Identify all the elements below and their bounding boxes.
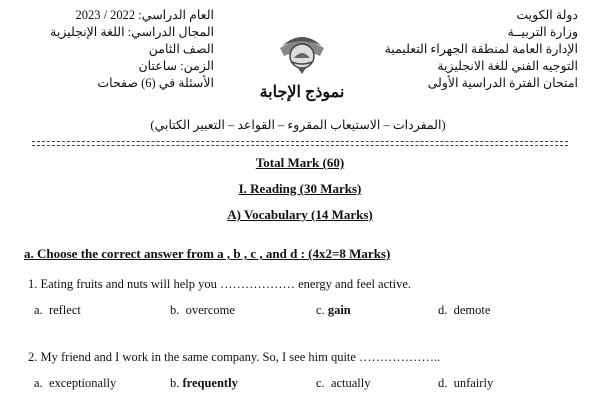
district-name: الإدارة العامة لمنطقة الجهراء التعليمية xyxy=(384,42,578,56)
question-1-text: 1. Eating fruits and nuts will help you ……………… energy and feel active. xyxy=(28,277,412,291)
option-d: d. demote xyxy=(438,303,491,317)
page-count: الأسئلة في (6) صفحات xyxy=(97,76,214,90)
option-a: a. reflect xyxy=(34,303,81,317)
header-divider-2 xyxy=(32,145,568,146)
header-divider xyxy=(32,141,568,142)
ministry-name: وزارة التربيــة xyxy=(507,25,578,39)
option-a: a. exceptionally xyxy=(34,376,117,390)
department-name: التوجيه الفني للغة الانجليزية xyxy=(437,59,578,73)
instruction-heading: a. Choose the correct answer from a , b , c , and d : (4x2=8 Marks) xyxy=(24,246,391,261)
total-mark-heading: Total Mark (60) xyxy=(255,155,345,170)
option-c-correct: c. gain xyxy=(316,303,351,317)
grade-level: الصف الثامن xyxy=(148,42,214,56)
kuwait-emblem-icon xyxy=(276,26,328,76)
subject-field: المجال الدراسي: اللغة الإنجليزية xyxy=(50,25,214,39)
answer-key-title: نموذج الإجابة xyxy=(259,84,345,101)
country-name: دولة الكويت xyxy=(516,8,578,22)
option-d: d. unfairly xyxy=(438,376,494,390)
question-1-options xyxy=(34,303,594,319)
option-b-correct: b. frequently xyxy=(170,376,238,390)
header-right-block xyxy=(348,8,578,90)
question-2-text: 2. My friend and I work in the same company. So, I see him quite ……………….. xyxy=(28,350,441,364)
exam-period: امتحان الفترة الدراسية الأولى xyxy=(427,76,578,90)
question-2-options xyxy=(34,376,594,392)
exam-duration: الزمن: ساعتان xyxy=(138,59,214,73)
reading-heading: I. Reading (30 Marks) xyxy=(238,181,362,196)
academic-year: العام الدراسي: 2022 / 2023 xyxy=(75,8,214,22)
exam-sections-subtitle: (المفردات – الاستيعاب المقروء – القواعد – التعبير الكتابي) xyxy=(150,118,446,132)
vocabulary-heading: A) Vocabulary (14 Marks) xyxy=(227,207,373,222)
header-left-block xyxy=(24,8,214,90)
option-c: c. actually xyxy=(316,376,371,390)
option-b: b. overcome xyxy=(170,303,235,317)
